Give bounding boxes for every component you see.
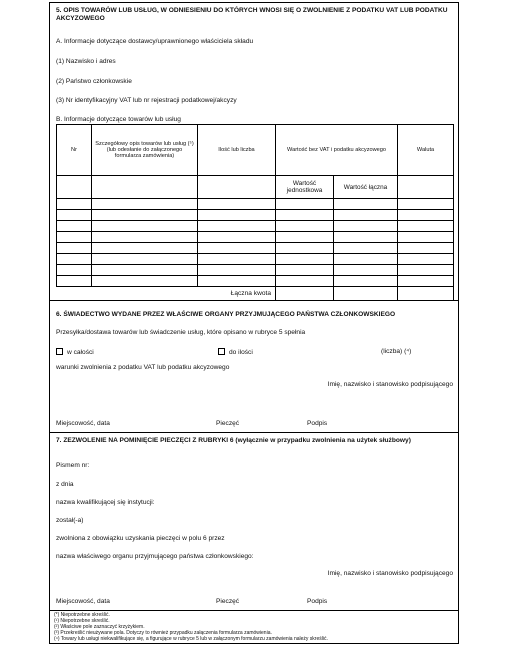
sub-total-value: Wartość łączna <box>334 176 398 199</box>
total-cell[interactable] <box>276 287 334 301</box>
divider <box>50 610 458 611</box>
total-amount-label: Łączna kwota <box>230 290 271 298</box>
goods-table <box>56 124 454 301</box>
s6-signatory-label: Imię, nazwisko i stanowisko podpisującego <box>327 381 453 388</box>
cell[interactable] <box>398 176 454 199</box>
table-row <box>57 243 454 254</box>
s7-institution: nazwa kwalifikującej się instytucji: <box>56 499 155 506</box>
section-5-line-3: (3) Nr identyfikacyjny VAT lub nr rejestracji podatkowej/akcyzy <box>56 97 237 104</box>
section-5-line-2: (2) Państwo członkowskie <box>56 78 132 85</box>
col-quantity: Ilość lub liczba <box>198 125 276 176</box>
footnote: (²) Właściwe pole zaznaczyć krzyżykiem. <box>54 624 145 630</box>
section-5-line-b: B. Informacje dotyczące towarów lub usług <box>56 116 181 123</box>
s6-signature-label: Podpis <box>307 420 328 427</box>
s7-signature-label: Podpis <box>307 598 328 605</box>
cell[interactable] <box>57 176 92 199</box>
footnote: (⁴) Towary lub usługi niekwalifikujące się, a figurujące w rubryce 5 lub w załączonym formularzu zamówienia należy skreślić. <box>54 636 328 642</box>
section-6-title: 6. ŚWIADECTWO WYDANE PRZEZ WŁAŚCIWE ORGANY PRZYJMUJĄCEGO PAŃSTWA CZŁONKOWSKIEGO <box>56 311 396 318</box>
exemption-certificate-form <box>49 2 459 644</box>
sub-unit-value: Wartość jednostkowa <box>276 176 334 199</box>
footnote: (¹) Niepotrzebne skreślić. <box>54 618 110 624</box>
s7-place-date-label: Miejscowość, data <box>56 598 110 605</box>
s7-was: został(-a) <box>56 517 84 524</box>
table-row <box>57 199 454 210</box>
s7-date-of: z dnia <box>56 481 74 488</box>
s6-stamp-label: Pieczęć <box>216 420 240 427</box>
option-partial-label: do ilości <box>229 349 253 356</box>
section-6-line-1: Przesyłka/dostawa towarów lub świadczenie usług, które opisano w rubryce 5 spełnia <box>56 329 306 336</box>
conditions-line: warunki zwolnienia z podatku VAT lub podatku akcyzowego <box>56 364 230 371</box>
section-5-line-a: A. Informacje dotyczące dostawcy/uprawnionego właściciela składu <box>56 38 254 45</box>
option-count-label: (liczba) (⁴) <box>381 348 412 355</box>
checkbox-full[interactable] <box>56 348 63 355</box>
table-row <box>57 232 454 243</box>
s7-authority: nazwa właściwego organu przyjmującego państwa członkowskiego: <box>56 553 254 560</box>
col-description: Szczegółowy opis towarów lub usług (⁵) (lub odesłanie do załączonego formularza zamówienia) <box>92 125 198 176</box>
s6-place-date-label: Miejscowość, data <box>56 420 110 427</box>
cell[interactable] <box>92 176 198 199</box>
col-nr: Nr <box>57 125 92 176</box>
s7-stamp-label: Pieczęć <box>216 598 240 605</box>
col-value: Wartość bez VAT i podatku akcyzowego <box>276 125 398 176</box>
total-cell[interactable] <box>398 287 454 301</box>
table-row <box>57 265 454 276</box>
divider <box>50 300 458 301</box>
s7-exempted: zwolniona z obowiązku uzyskania pieczęci w polu 6 przez <box>56 535 225 542</box>
col-currency: Waluta <box>398 125 454 176</box>
s7-signatory-label: Imię, nazwisko i stanowisko podpisującego <box>327 570 453 577</box>
section-5-line-1: (1) Nazwisko i adres <box>56 58 116 65</box>
divider <box>50 432 458 433</box>
table-row <box>57 221 454 232</box>
table-row <box>57 254 454 265</box>
section-7-title: 7. ZEZWOLENIE NA POMINIĘCIE PIECZĘCI Z RUBRYKI 6 (wyłącznie w przypadku zwolnienia na użytek służbowy) <box>56 437 411 444</box>
option-full[interactable] <box>56 348 94 357</box>
footnote: (*) Niepotrzebne skreślić. <box>54 612 110 618</box>
option-partial[interactable] <box>218 348 253 357</box>
option-full-label: w całości <box>67 349 94 356</box>
s7-letter-no: Pismem nr: <box>56 462 90 469</box>
section-5-title: 5. OPIS TOWARÓW LUB USŁUG, W ODNIESIENIU DO KTÓRYCH WNOSI SIĘ O ZWOLNIENIE Z PODATKU VAT LUB PODATKU AKCYZOWEGO <box>56 7 448 22</box>
footnote: (³) Przekreślić nieużywane pola. Dotyczy to również przypadku załączenia formularza zamówienia. <box>54 630 272 636</box>
table-row <box>57 210 454 221</box>
cell[interactable] <box>198 176 276 199</box>
table-row <box>57 276 454 287</box>
checkbox-partial[interactable] <box>218 348 225 355</box>
total-cell[interactable] <box>334 287 398 301</box>
